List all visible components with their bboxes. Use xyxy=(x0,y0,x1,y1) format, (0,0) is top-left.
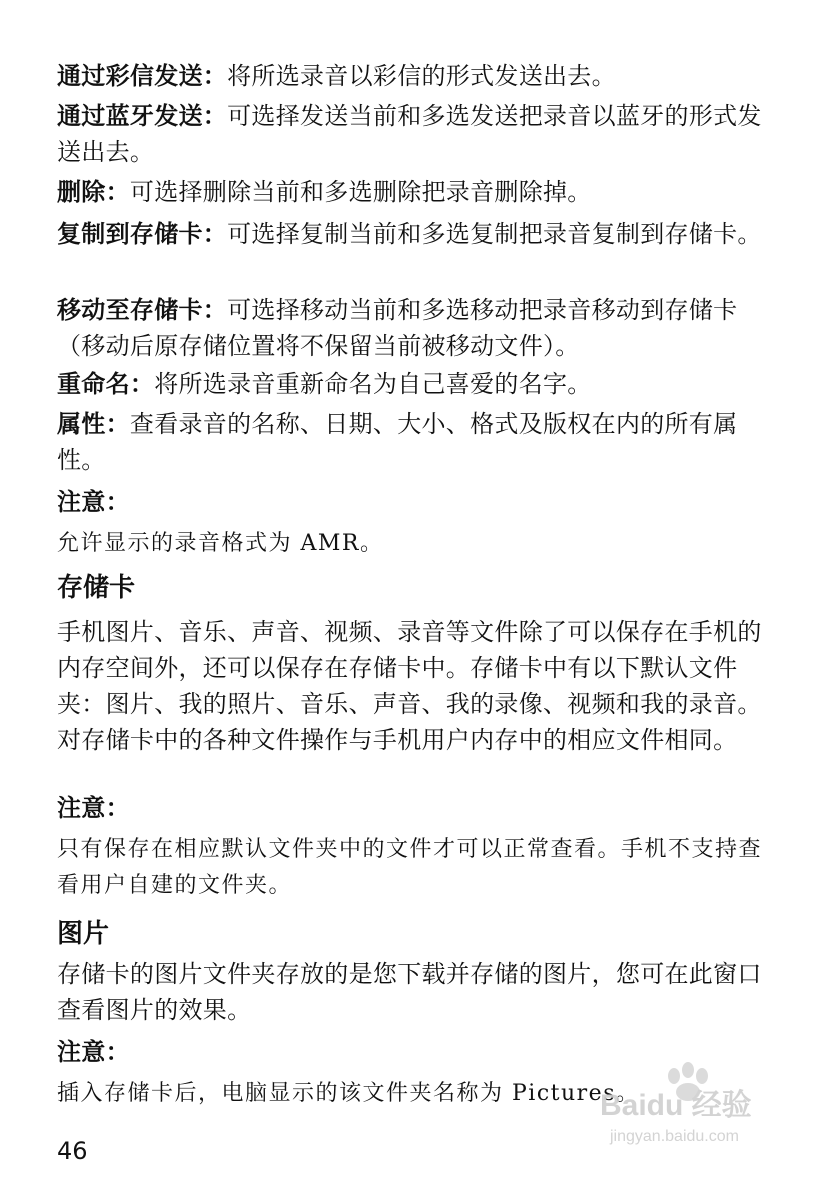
item-copy-to-card xyxy=(57,216,785,252)
item-bluetooth-send xyxy=(57,98,785,170)
item-term: 重命名： xyxy=(57,370,155,398)
item-mms-send xyxy=(57,58,785,94)
watermark-url: jingyan.baidu.com xyxy=(610,1128,739,1145)
item-move-to-card xyxy=(57,292,785,364)
item-term: 属性： xyxy=(57,410,130,438)
note-label: 注意： xyxy=(57,1038,130,1066)
section-body-pictures: 存储卡的图片文件夹存放的是您下载并存储的图片，您可在此窗口查看图片的效果。 xyxy=(57,960,762,1024)
section-heading-pictures: 图片 xyxy=(57,919,110,949)
item-text: 可选择删除当前和多选删除把录音删除掉。 xyxy=(129,178,592,206)
item-text: 可选择移动当前和多选移动把录音移动到存储卡（移动后原存储位置将不保留当前被移动文件）。 xyxy=(57,296,738,360)
item-term: 复制到存储卡： xyxy=(57,220,228,248)
item-text: 可选择发送当前和多选发送把录音以蓝牙的形式发送出去。 xyxy=(57,102,762,166)
item-term: 通过蓝牙发送： xyxy=(57,102,228,130)
item-text: 可选择复制当前和多选复制把录音复制到存储卡。 xyxy=(227,220,762,248)
item-text: 查看录音的名称、日期、大小、格式及版权在内的所有属性。 xyxy=(57,410,738,474)
item-term: 移动至存储卡： xyxy=(57,296,228,324)
note-label: 注意： xyxy=(57,794,130,822)
note-text: 只有保存在相应默认文件夹中的文件才可以正常查看。手机不支持查看用户自建的文件夹。 xyxy=(57,837,763,898)
item-term: 通过彩信发送： xyxy=(57,62,228,90)
item-text: 将所选录音重新命名为自己喜爱的名字。 xyxy=(154,370,592,398)
baidu-watermark xyxy=(590,1062,830,1172)
watermark-logo-text: Baidu 经验 xyxy=(600,1089,752,1122)
note-text: 允许显示的录音格式为 AMR。 xyxy=(57,531,384,556)
note-text: 插入存储卡后，电脑显示的该文件夹名称为 Pictures。 xyxy=(57,1081,640,1106)
item-text: 将所选录音以彩信的形式发送出去。 xyxy=(227,62,616,90)
item-properties xyxy=(57,406,785,478)
section-heading-storage-card: 存储卡 xyxy=(57,573,136,603)
section-body-storage-card: 手机图片、音乐、声音、视频、录音等文件除了可以保存在手机的内存空间外，还可以保存在存储卡中。存储卡中有以下默认文件夹：图片、我的照片、音乐、声音、我的录像、视频和我的录音。对存储卡中的各种文件操作与手机用户内存中的相应文件相同。 xyxy=(57,618,762,754)
note-label: 注意： xyxy=(57,488,130,516)
item-term: 删除： xyxy=(57,178,130,206)
page-number: 46 xyxy=(57,1137,88,1165)
item-delete xyxy=(57,174,785,210)
item-rename xyxy=(57,366,785,402)
